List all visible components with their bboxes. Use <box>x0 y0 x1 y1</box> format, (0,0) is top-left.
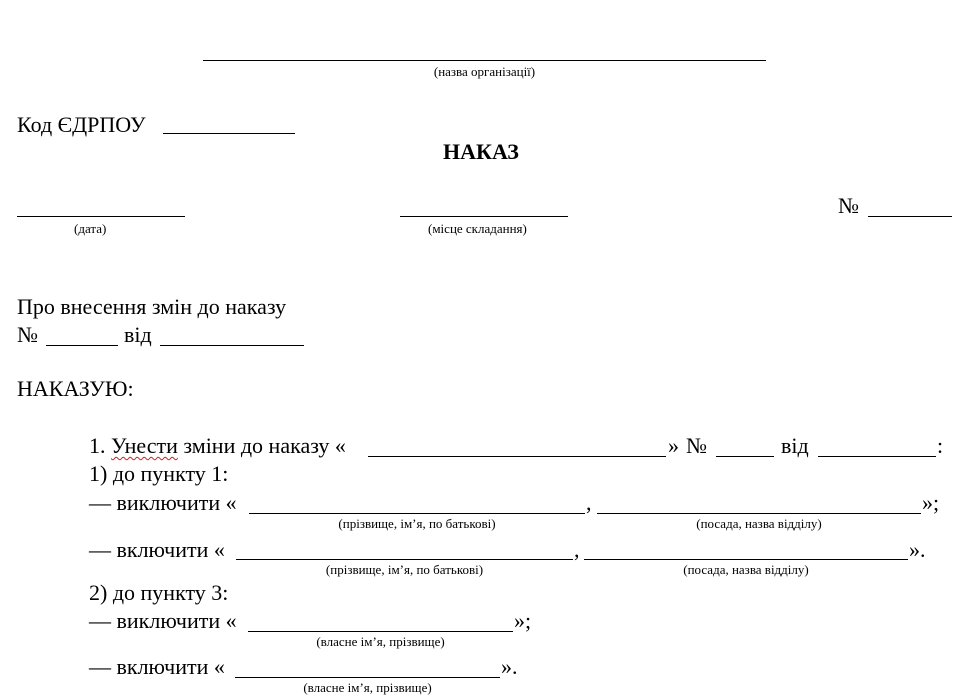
item-1-number-field[interactable] <box>716 456 774 457</box>
sub-item-2-include-name-field[interactable] <box>235 677 500 678</box>
place-caption: (місце складання) <box>428 221 527 236</box>
subject-number-sign: № <box>17 322 38 347</box>
sub-item-1-include-name-field[interactable] <box>236 559 573 560</box>
sub-item-2-exclude-name-caption: (власне ім’я, прізвище) <box>316 634 445 649</box>
place-field[interactable] <box>400 216 568 217</box>
sub-item-2-include-prefix: — включити « <box>89 654 225 679</box>
item-1-number-sign: № <box>686 433 707 458</box>
sub-item-1-exclude-name-caption: (прізвище, ім’я, по батькові) <box>338 516 496 531</box>
item-1-text: зміни до наказу « <box>183 433 346 458</box>
item-1-spellcheck-word[interactable]: Унести <box>111 433 178 458</box>
edrpou-label-text: Код ЄДРПОУ <box>17 112 146 137</box>
edrpou-label <box>17 112 146 138</box>
item-1-number: 1. <box>89 433 106 458</box>
organization-name-field[interactable] <box>203 60 766 61</box>
order-word: НАКАЗУЮ: <box>17 376 134 401</box>
sub-item-1-include-position-caption: (посада, назва відділу) <box>683 562 809 577</box>
item-1-date-field[interactable] <box>818 456 936 457</box>
sub-item-2-exclude-end: »; <box>514 608 532 633</box>
organization-caption: (назва організації) <box>433 64 536 79</box>
date-caption: (дата) <box>74 221 107 236</box>
sub-item-2-exclude-name-field[interactable] <box>248 631 513 632</box>
sub-item-1-exclude-name-field[interactable] <box>249 513 585 514</box>
item-1 <box>89 433 346 459</box>
sub-item-1-include-comma: , <box>574 537 580 562</box>
sub-item-2-include-name-caption: (власне ім’я, прізвище) <box>303 680 432 695</box>
sub-item-1-exclude-position-caption: (посада, назва відділу) <box>696 516 822 531</box>
sub-item-1-exclude-position-field[interactable] <box>597 513 921 514</box>
subject-line-2 <box>17 322 38 348</box>
sub-item-1-label: 1) до пункту 1: <box>89 461 229 486</box>
item-1-close-quote: » <box>668 433 679 458</box>
sub-item-1-exclude-prefix: — виключити « <box>89 490 237 515</box>
sub-item-2-include-end: ». <box>501 654 518 679</box>
sub-item-1-include-end: ». <box>909 537 926 562</box>
edrpou-field[interactable] <box>163 133 295 134</box>
subject-line-1: Про внесення змін до наказу <box>17 294 287 319</box>
subject-number-field[interactable] <box>46 345 118 346</box>
date-field[interactable] <box>17 216 185 217</box>
item-1-order-name-field[interactable] <box>368 456 666 457</box>
subject-date-field[interactable] <box>160 345 304 346</box>
sub-item-1-exclude-end: »; <box>922 490 940 515</box>
sub-item-1-include-prefix: — включити « <box>89 537 225 562</box>
sub-item-1-include-position-field[interactable] <box>584 559 908 560</box>
sub-item-1-include-name-caption: (прізвище, ім’я, по батькові) <box>325 562 484 577</box>
item-1-colon: : <box>937 433 944 458</box>
sub-item-2-label: 2) до пункту 3: <box>89 580 229 605</box>
item-1-from-label: від <box>781 433 809 458</box>
subject-from-label: від <box>124 322 152 347</box>
document-title: НАКАЗ <box>443 139 519 164</box>
order-number-sign: № <box>838 193 859 218</box>
order-number-field[interactable] <box>868 216 952 217</box>
sub-item-1-exclude-comma: , <box>586 490 592 515</box>
sub-item-2-exclude-prefix: — виключити « <box>89 608 237 633</box>
